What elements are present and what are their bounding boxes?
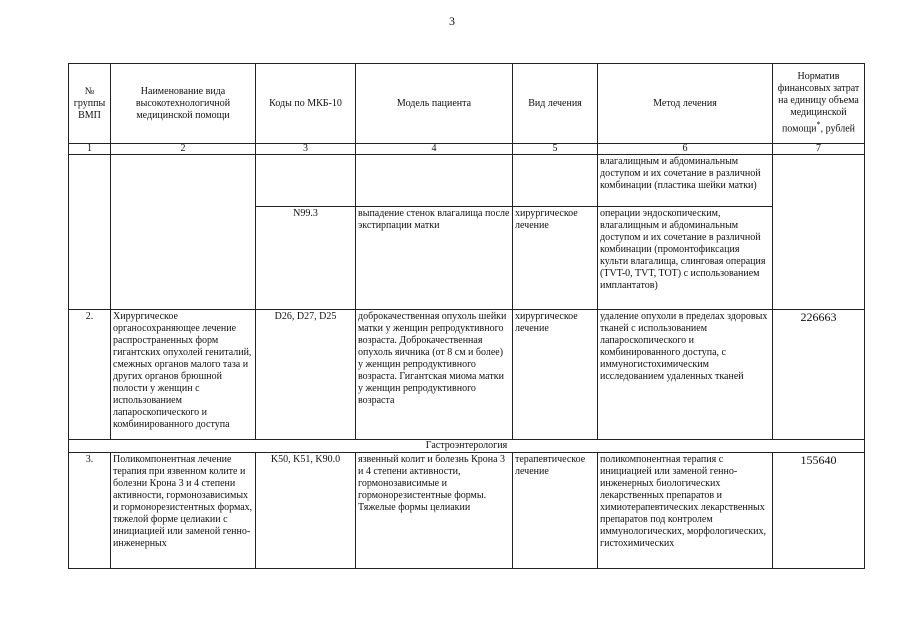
column-number: 6 (598, 144, 773, 155)
header-patient-model: Модель пациента (356, 64, 513, 144)
patient-model-cell: язвенный колит и болезнь Крона 3 и 4 степени активности, гормонозависимые и гормонорезистентные формы. Тяжелые формы целиакии (356, 453, 513, 569)
header-treatment-method: Метод лечения (598, 64, 773, 144)
cost-cell: 226663 (773, 310, 865, 440)
column-number: 5 (513, 144, 598, 155)
method-cell: влагалищным и абдоминальным доступом и их сочетание в различной комбинации (пластика шейки матки) (598, 155, 773, 207)
page-number: 3 (449, 14, 455, 28)
table-row (69, 310, 865, 440)
section-title: Гастроэнтерология (69, 440, 865, 453)
column-number: 1 (69, 144, 111, 155)
group-number-cell: 3. (69, 453, 111, 569)
section-row (69, 440, 865, 453)
header-cost-standard: Норматив финансовых затрат на единицу объема медицинской помощи*, рублей (773, 64, 865, 144)
table-row (69, 453, 865, 569)
method-cell: операции эндоскопическим, влагалищным и абдоминальным доступом и их сочетание в различной комбинации (промонтофиксация культи влагалища, слинговая операция (TVT-0, TVT, TOT) с использованием имплантатов) (598, 207, 773, 310)
column-number: 4 (356, 144, 513, 155)
header-row (69, 64, 865, 144)
method-cell: удаление опухоли в пределах здоровых тканей с использованием лапароскопического и комбинированного доступа, с иммуногистохимическим исследованием удаленных тканей (598, 310, 773, 440)
column-number: 2 (111, 144, 256, 155)
icd-codes-cell: N99.3 (256, 207, 356, 310)
header-treatment-type: Вид лечения (513, 64, 598, 144)
cost-cell: 155640 (773, 453, 865, 569)
patient-model-cell: выпадение стенок влагалища после экстирпации матки (356, 207, 513, 310)
group-number-cell: 2. (69, 310, 111, 440)
icd-codes-cell: D26, D27, D25 (256, 310, 356, 440)
column-number: 3 (256, 144, 356, 155)
treatment-type-cell: терапевтическое лечение (513, 453, 598, 569)
table-row (69, 155, 865, 207)
column-number-row (69, 144, 865, 155)
header-icd-codes: Коды по МКБ-10 (256, 64, 356, 144)
patient-model-cell: доброкачественная опухоль шейки матки у женщин репродуктивного возраста. Доброкачественная опухоль яичника (от 8 см и более) у женщин репродуктивного возраста. Гигантская миома матки у женщин репродуктивного возраста (356, 310, 513, 440)
header-care-type: Наименование вида высокотехнологичной медицинской помощи (111, 64, 256, 144)
header-group-number: № группы ВМП (69, 64, 111, 144)
care-type-cell: Поликомпонентная лечение терапия при язвенном колите и болезни Крона 3 и 4 степени активности, гормонозависимых и гормонорезистентных формах, тяжелой форме целиакии с инициацией или заменой генно-инженерных (111, 453, 256, 569)
vmp-table (68, 63, 865, 569)
icd-codes-cell: K50, K51, K90.0 (256, 453, 356, 569)
treatment-type-cell: хирургическое лечение (513, 310, 598, 440)
column-number: 7 (773, 144, 865, 155)
care-type-cell: Хирургическое органосохраняющее лечение распространенных форм гигантских опухолей гениталий, смежных органов малого таза и других органов брюшной полости у женщин с использованием лапароскопического и комбинированного доступа (111, 310, 256, 440)
treatment-type-cell: хирургическое лечение (513, 207, 598, 310)
method-cell: поликомпонентная терапия с инициацией или заменой генно-инженерных биологических лекарственных препаратов и химиотерапевтических лекарственных препаратов под контролем иммунологических, морфологических, гистохимических (598, 453, 773, 569)
